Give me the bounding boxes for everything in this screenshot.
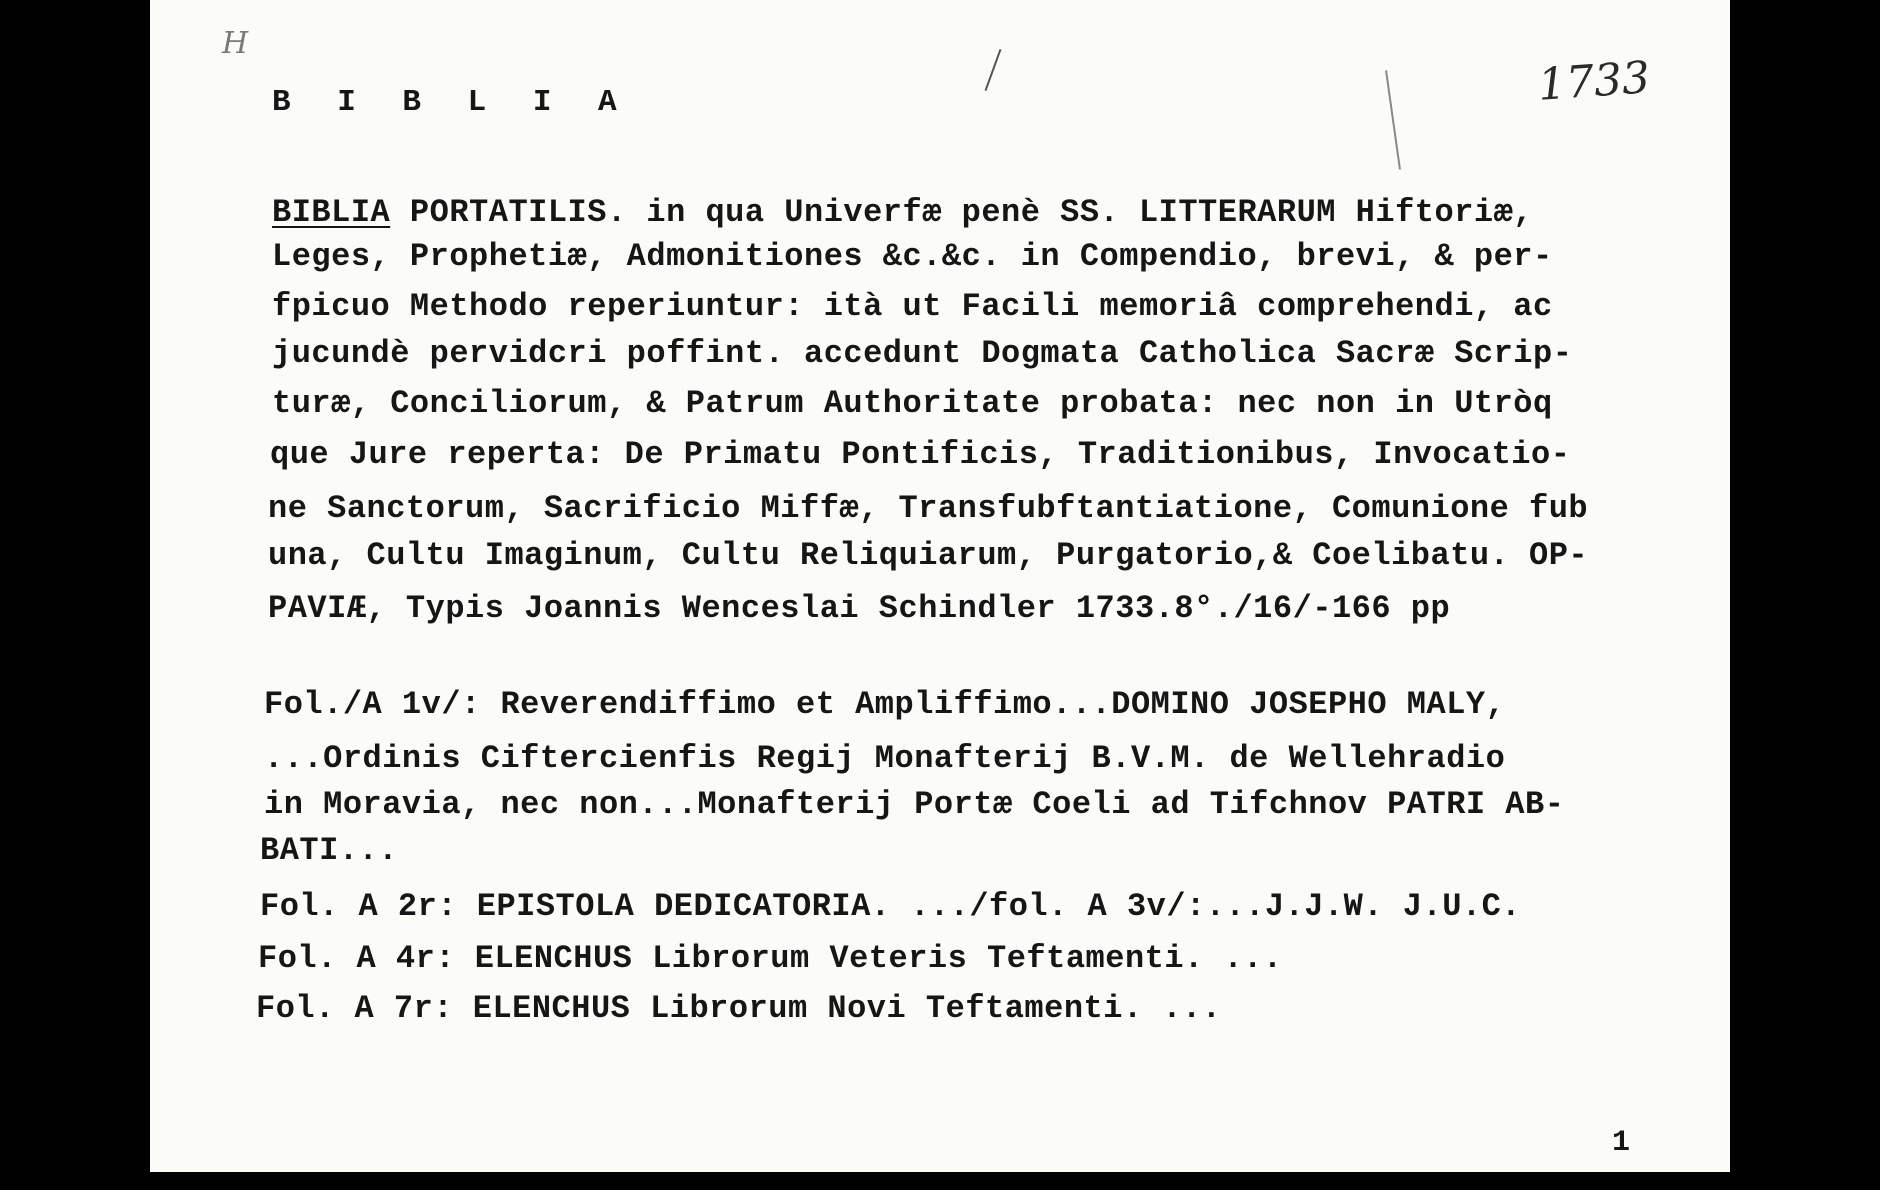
description-line: una, Cultu Imaginum, Cultu Reliquiarum, Purgatorio,& Coelibatu. OP- — [268, 537, 1589, 574]
description-line: Leges, Prophetiæ, Admonitiones &c.&c. in Compendio, brevi, & per- — [272, 238, 1553, 275]
description-line: que Jure reperta: De Primatu Pontificis, Traditionibus, Invocatio- — [270, 436, 1571, 473]
note-line: in Moravia, nec non...Monafterij Portæ Coeli ad Tifchnov PATRI AB- — [264, 786, 1565, 823]
description-line — [272, 194, 1533, 231]
corner-pencil-mark: H — [222, 26, 249, 61]
note-line: BATI... — [260, 832, 398, 869]
description-line: ne Sanctorum, Sacrificio Miffæ, Transfubftantiatione, Comunione fub — [268, 490, 1589, 527]
title-underlined: BIBLIA — [272, 194, 391, 231]
note-line: Fol./A 1v/: Reverendiffimo et Ampliffimo...DOMINO JOSEPHO MALY, — [264, 686, 1506, 723]
description-line: fpicuo Methodo reperiuntur: ità ut Facili memoriâ comprehendi, ac — [272, 288, 1553, 325]
description-line: jucundè pervidcri poffint. accedunt Dogmata Catholica Sacræ Scrip- — [272, 335, 1573, 372]
description-line: turæ, Conciliorum, & Patrum Authoritate probata: nec non in Utròq — [272, 385, 1553, 422]
page-number: 1 — [1612, 1126, 1631, 1160]
note-line: Fol. A 4r: ELENCHUS Librorum Veteris Teftamenti. ... — [258, 940, 1283, 977]
description-line-rest: PORTATILIS. in qua Univerfæ penè SS. LITTERARUM Hiftoriæ, — [390, 194, 1533, 231]
card-heading: B I B L I A — [272, 85, 631, 120]
description-line: PAVIÆ, Typis Joannis Wenceslai Schindler 1733.8°./16/-166 pp — [268, 590, 1451, 627]
note-line: ...Ordinis Ciftercienfis Regij Monafterij B.V.M. de Wellehradio — [264, 740, 1506, 777]
note-line: Fol. A 7r: ELENCHUS Librorum Novi Teftamenti. ... — [256, 990, 1222, 1027]
handwritten-year-number: 1733 — [1536, 52, 1652, 111]
note-line: Fol. A 2r: EPISTOLA DEDICATORIA. .../fol. A 3v/:...J.J.W. J.U.C. — [260, 888, 1521, 925]
